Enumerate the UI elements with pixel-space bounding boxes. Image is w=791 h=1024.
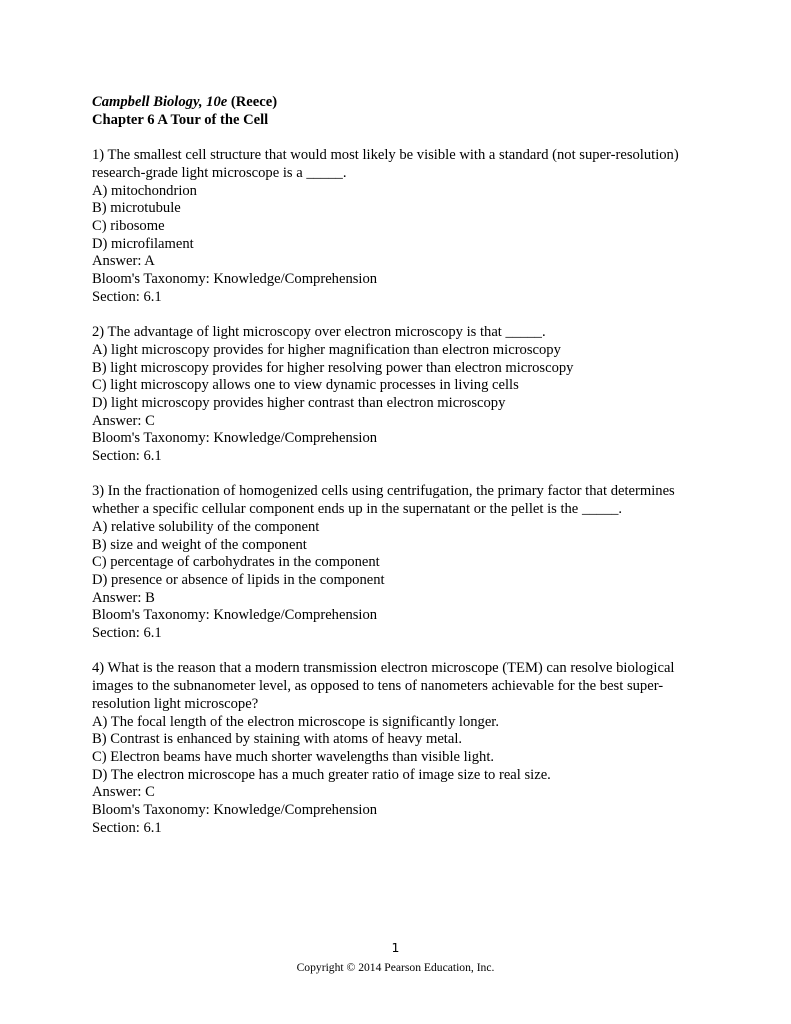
- section: Section: 6.1: [92, 819, 162, 836]
- question-4: [92, 660, 707, 837]
- book-author: (Reece): [227, 94, 278, 110]
- option-d: D) The electron microscope has a much greater ratio of image size to real size.: [92, 766, 551, 783]
- option-a: A) The focal length of the electron microscope is significantly longer.: [92, 713, 500, 730]
- question-stem: 2) The advantage of light microscopy over electron microscopy is that _____.: [92, 324, 546, 341]
- document-page: [92, 94, 707, 837]
- option-b: B) Contrast is enhanced by staining with atoms of heavy metal.: [92, 731, 463, 748]
- option-b: B) light microscopy provides for higher resolving power than electron microscopy: [92, 359, 574, 376]
- option-a: A) mitochondrion: [92, 182, 197, 199]
- option-a: A) light microscopy provides for higher magnification than electron microscopy: [92, 341, 561, 358]
- taxonomy: Bloom's Taxonomy: Knowledge/Comprehension: [92, 430, 378, 447]
- option-b: B) size and weight of the component: [92, 536, 307, 553]
- taxonomy: Bloom's Taxonomy: Knowledge/Comprehension: [92, 271, 378, 288]
- option-a: A) relative solubility of the component: [92, 518, 320, 535]
- book-title: Campbell Biology, 10e: [92, 94, 228, 110]
- taxonomy: Bloom's Taxonomy: Knowledge/Comprehension: [92, 802, 378, 819]
- answer: Answer: A: [92, 253, 155, 270]
- option-c: C) light microscopy allows one to view dynamic processes in living cells: [92, 377, 519, 394]
- option-b: B) microtubule: [92, 200, 181, 217]
- section: Section: 6.1: [92, 625, 162, 642]
- question-stem: 3) In the fractionation of homogenized cells using centrifugation, the primary factor that determines whether a specific cellular component ends up in the supernatant or the pellet is the _____.: [92, 483, 675, 518]
- copyright-notice: Copyright © 2014 Pearson Education, Inc.: [296, 961, 495, 974]
- page-number: 1: [391, 940, 400, 955]
- question-stem: 1) The smallest cell structure that would most likely be visible with a standard (not super-resolution) research-grade light microscope is a _____.: [92, 147, 679, 181]
- question-2: [92, 324, 707, 466]
- book-header: [92, 94, 707, 112]
- option-d: D) presence or absence of lipids in the component: [92, 571, 385, 588]
- question-3: [92, 483, 707, 642]
- question-stem: 4) What is the reason that a modern transmission electron microscope (TEM) can resolve biological images to the subnanometer level, as opposed to tens of nanometers achievable for the best super-resolution light microscope?: [92, 660, 675, 712]
- option-d: D) light microscopy provides higher contrast than electron microscopy: [92, 394, 506, 411]
- answer: Answer: C: [92, 412, 155, 429]
- question-1: [92, 147, 707, 306]
- section: Section: 6.1: [92, 288, 162, 305]
- taxonomy: Bloom's Taxonomy: Knowledge/Comprehension: [92, 607, 378, 624]
- section: Section: 6.1: [92, 448, 162, 465]
- answer: Answer: C: [92, 784, 155, 801]
- option-c: C) Electron beams have much shorter wavelengths than visible light.: [92, 748, 495, 765]
- option-d: D) microfilament: [92, 235, 194, 252]
- option-c: C) ribosome: [92, 217, 165, 234]
- answer: Answer: B: [92, 589, 155, 606]
- chapter-title: Chapter 6 A Tour of the Cell: [92, 111, 269, 128]
- option-c: C) percentage of carbohydrates in the component: [92, 554, 380, 571]
